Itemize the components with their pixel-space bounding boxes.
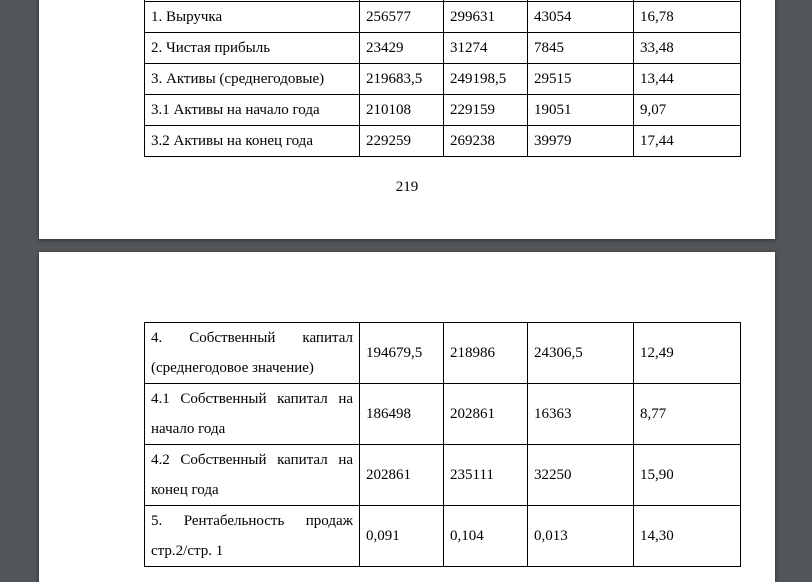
table-row xyxy=(145,384,741,445)
indicator-label: 4.1 Собственный капитал на начало года xyxy=(145,384,360,445)
table-cell: 186498 xyxy=(360,384,444,445)
indicator-label: 5. Рентабельность продаж стр.2/стр. 1 xyxy=(145,506,360,567)
table-cell: 9,07 xyxy=(634,95,741,126)
table-row xyxy=(145,33,741,64)
table-cell: 39979 xyxy=(528,126,634,157)
table-cell: 235111 xyxy=(444,445,528,506)
table-cell: 202861 xyxy=(360,445,444,506)
table-cell: 194679,5 xyxy=(360,323,444,384)
table-row xyxy=(145,2,741,33)
table-cell: 12,49 xyxy=(634,323,741,384)
indicators-table-part-1 xyxy=(144,0,741,157)
table-cell: 29515 xyxy=(528,64,634,95)
table-cell: 16,78 xyxy=(634,2,741,33)
table-row xyxy=(145,323,741,384)
table-cell: 0,104 xyxy=(444,506,528,567)
indicator-label: 3.1 Активы на начало года xyxy=(145,95,360,126)
table-cell: 269238 xyxy=(444,126,528,157)
indicator-label: 4. Собственный капитал (среднегодовое значение) xyxy=(145,323,360,384)
table-cell: 0,091 xyxy=(360,506,444,567)
table-cell: 0,013 xyxy=(528,506,634,567)
table-cell: 32250 xyxy=(528,445,634,506)
table-cell: 24306,5 xyxy=(528,323,634,384)
table-cell: 219683,5 xyxy=(360,64,444,95)
table-cell: 256577 xyxy=(360,2,444,33)
document-page-next xyxy=(39,252,775,582)
table-cell: 218986 xyxy=(444,323,528,384)
table-cell: 43054 xyxy=(528,2,634,33)
table-row xyxy=(145,506,741,567)
indicator-label: 3. Активы (среднегодовые) xyxy=(145,64,360,95)
table-cell: 33,48 xyxy=(634,33,741,64)
table-cell: 31274 xyxy=(444,33,528,64)
table-cell: 14,30 xyxy=(634,506,741,567)
table-cell: 202861 xyxy=(444,384,528,445)
table-cell: 8,77 xyxy=(634,384,741,445)
indicator-label: 1. Выручка xyxy=(145,2,360,33)
table-cell: 17,44 xyxy=(634,126,741,157)
indicators-table-part-2 xyxy=(144,322,741,567)
table-row xyxy=(145,126,741,157)
table-row xyxy=(145,95,741,126)
table-cell: 210108 xyxy=(360,95,444,126)
page-number: 219 xyxy=(395,179,419,195)
table-cell: 13,44 xyxy=(634,64,741,95)
indicator-label: 4.2 Собственный капитал на конец года xyxy=(145,445,360,506)
table-row xyxy=(145,445,741,506)
table-row xyxy=(145,64,741,95)
table-cell: 229259 xyxy=(360,126,444,157)
table-cell: 15,90 xyxy=(634,445,741,506)
indicator-label: 3.2 Активы на конец года xyxy=(145,126,360,157)
table-cell: 7845 xyxy=(528,33,634,64)
table-cell: 299631 xyxy=(444,2,528,33)
table-cell: 229159 xyxy=(444,95,528,126)
table-cell: 19051 xyxy=(528,95,634,126)
indicator-label: 2. Чистая прибыль xyxy=(145,33,360,64)
table-cell: 249198,5 xyxy=(444,64,528,95)
document-page-219 xyxy=(39,0,775,239)
table-cell: 23429 xyxy=(360,33,444,64)
table-cell: 16363 xyxy=(528,384,634,445)
